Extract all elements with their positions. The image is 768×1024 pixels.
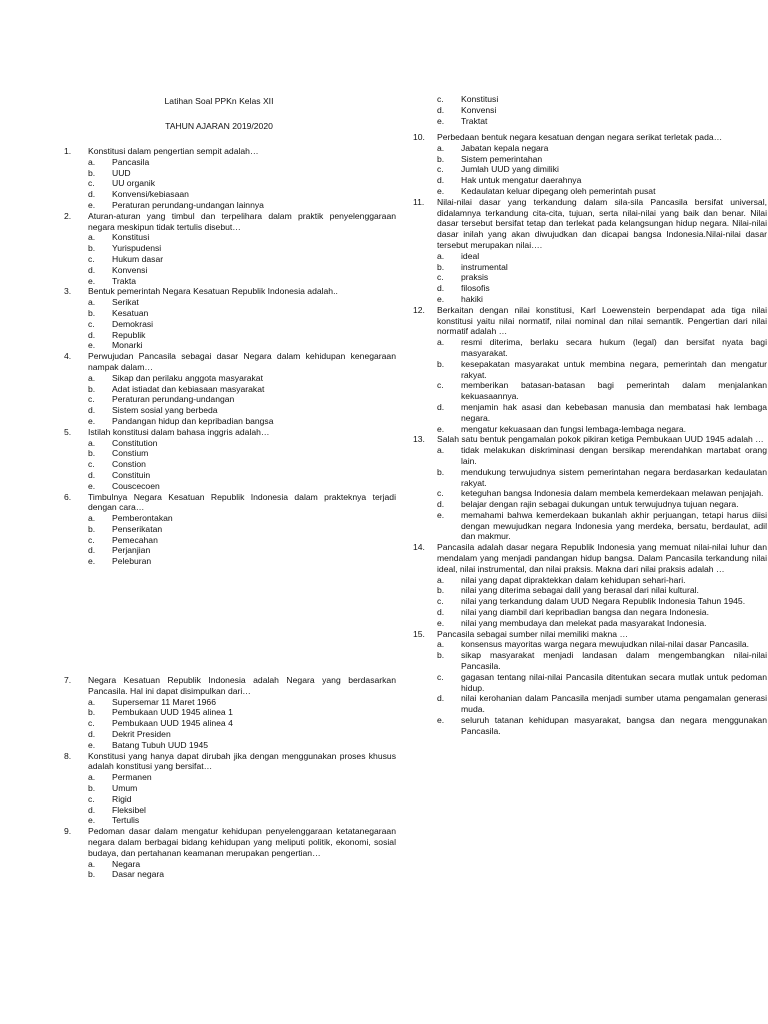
option-letter: c.: [88, 394, 95, 405]
question-row: [64, 675, 396, 697]
option-text: Hukum dasar: [112, 253, 164, 264]
option-text: Penserikatan: [112, 523, 163, 534]
answer-option: [88, 459, 396, 470]
answer-option: [88, 373, 396, 384]
question-item: [64, 211, 396, 287]
option-letter: c.: [88, 718, 95, 729]
option-text: Tertulis: [112, 815, 140, 826]
option-text: UUD: [112, 167, 131, 178]
option-text: Dekrit Presiden: [112, 728, 171, 739]
answer-option: [437, 672, 767, 694]
answer-option: [437, 116, 767, 127]
option-text: menjamin hak asasi dan kebebasan manusia dan membatasi hak lembaga negara.: [461, 401, 767, 423]
option-letter: e.: [437, 423, 445, 434]
question-row: [413, 629, 767, 640]
option-text: Sistem sosial yang berbeda: [112, 405, 218, 416]
question-text: Pancasila adalah dasar negara Republik Indonesia yang memuat nilai-nilai luhur dan mendalam yang menjadi pandangan hidup bangsa. Dalam Pancasila terkandung nilai ideal, nilai instrumental, dan nilai praksis. Makna dari nilai praksis adalah …: [437, 542, 767, 574]
option-letter: e.: [88, 340, 96, 351]
option-letter: b.: [437, 358, 445, 369]
option-text: gagasan tentang nilai-nilai Pancasila ditentukan secara mutlak untuk pedoman hidup.: [461, 671, 767, 693]
option-letter: d.: [437, 283, 445, 294]
option-text: UU organik: [112, 178, 155, 189]
option-text: mendukung terwujudnya sistem pemerintahan negara berdasarkan kedaulatan rakyat.: [461, 466, 767, 488]
option-letter: b.: [88, 383, 96, 394]
option-text: sikap masyarakat menjadi landasan dalam mengembangkan nilai-nilai Pancasila.: [461, 650, 767, 672]
answer-option: [437, 693, 767, 715]
answer-option: [88, 524, 396, 535]
option-letter: a.: [88, 858, 96, 869]
option-letter: d.: [88, 728, 96, 739]
option-letter: a.: [437, 142, 445, 153]
answer-option: [437, 272, 767, 283]
option-text: Peraturan perundang-undangan lainnya: [112, 199, 264, 210]
option-letter: b.: [88, 707, 96, 718]
question-number: 11.: [413, 196, 425, 207]
question-number: 13.: [413, 434, 425, 445]
question-row: [64, 211, 396, 233]
question-list: [413, 132, 767, 737]
option-letter: e.: [88, 480, 96, 491]
question-row: [64, 351, 396, 373]
option-letter: b.: [88, 523, 96, 534]
option-letter: b.: [88, 243, 96, 254]
option-text: nilai yang diterima sebagai dalil yang berasal dari nilai kultural.: [461, 585, 699, 596]
option-text: Kesatuan: [112, 307, 149, 318]
option-letter: a.: [437, 337, 445, 348]
answer-option: [88, 869, 396, 880]
answer-option: [88, 297, 396, 308]
option-letter: e.: [88, 739, 96, 750]
option-letter: a.: [88, 696, 96, 707]
answer-option: [437, 105, 767, 116]
question-item: [64, 675, 396, 751]
answer-option: [437, 715, 767, 737]
answer-option: [88, 448, 396, 459]
option-letter: d.: [88, 804, 96, 815]
question-number: 5.: [64, 426, 72, 437]
answer-option: [88, 535, 396, 546]
option-text: Dasar negara: [112, 869, 165, 880]
answer-option: [437, 596, 767, 607]
question-item: [413, 542, 767, 628]
answer-option: [88, 265, 396, 276]
question-item: [64, 146, 396, 211]
question-item: [64, 751, 396, 827]
option-text: hakiki: [461, 293, 483, 304]
answer-option: [437, 143, 767, 154]
option-text: Pemecahan: [112, 534, 158, 545]
question-row: [64, 146, 396, 157]
question-number: 8.: [64, 750, 72, 761]
option-letter: d.: [437, 693, 445, 704]
question-text: Pancasila sebagai sumber nilai memiliki makna …: [437, 628, 629, 639]
answer-option: [88, 178, 396, 189]
question-text: Negara Kesatuan Republik Indonesia adalah Negara yang berdasarkan Pancasila. Hal ini dapat disimpulkan dari…: [88, 675, 396, 696]
answer-option: [437, 380, 767, 402]
option-letter: d.: [437, 175, 445, 186]
option-letter: c.: [88, 253, 95, 264]
option-letter: a.: [88, 772, 96, 783]
answer-option: [437, 154, 767, 165]
option-text: keteguhan bangsa Indonesia dalam membela kemerdekaan melawan penjajah.: [461, 488, 764, 499]
option-text: Fleksibel: [112, 804, 146, 815]
option-text: Trakta: [112, 275, 137, 286]
option-letter: c.: [437, 94, 444, 104]
answer-option: [88, 470, 396, 481]
question-item: [413, 197, 767, 305]
option-letter: b.: [88, 307, 96, 318]
option-text: Supersemar 11 Maret 1966: [112, 696, 216, 707]
option-text: Hak untuk mengatur daerahnya: [461, 175, 582, 186]
question-number: 10.: [413, 132, 425, 142]
option-text: Constion: [112, 459, 146, 470]
answer-option: [88, 416, 396, 427]
option-letter: c.: [88, 534, 95, 545]
answer-option: [437, 402, 767, 424]
option-text: Traktat: [461, 115, 488, 126]
question-row: [64, 492, 396, 514]
question-item: [413, 434, 767, 542]
option-text: nilai yang terkandung dalam UUD Negara Republik Indonesia Tahun 1945.: [461, 596, 746, 607]
option-letter: a.: [437, 445, 445, 456]
option-letter: b.: [437, 153, 445, 164]
option-text: Pembukaan UUD 1945 alinea 1: [112, 707, 233, 718]
option-letter: c.: [437, 380, 444, 391]
answer-option: [88, 859, 396, 870]
answer-option: [437, 175, 767, 186]
option-text: Pembukaan UUD 1945 alinea 4: [112, 718, 233, 729]
answer-option: [88, 556, 396, 567]
option-text: Sistem pemerintahan: [461, 153, 543, 164]
question-item: [64, 351, 396, 427]
answer-option: [437, 94, 767, 105]
question-number: 4.: [64, 351, 72, 362]
answer-option: [88, 319, 396, 330]
question-row: [64, 286, 396, 297]
answer-option: [88, 815, 396, 826]
option-letter: b.: [88, 782, 96, 793]
answer-option: [88, 157, 396, 168]
question-number: 6.: [64, 491, 72, 502]
question-item: [413, 629, 767, 737]
option-text: Yurispudensi: [112, 243, 162, 254]
question-list: [64, 675, 396, 880]
option-text: Peleburan: [112, 556, 152, 567]
answer-option: [437, 650, 767, 672]
answer-option: [88, 697, 396, 708]
option-text: resmi diterima, berlaku secara hukum (legal) dan bersifat nyata bagi masyarakat.: [461, 337, 767, 358]
answer-option: [88, 783, 396, 794]
question-text: Konstitusi dalam pengertian sempit adalah…: [88, 146, 259, 156]
option-letter: a.: [88, 156, 96, 167]
answer-option: [88, 384, 396, 395]
option-letter: b.: [88, 448, 96, 459]
academic-year: TAHUN AJARAN 2019/2020: [165, 121, 273, 131]
answer-option: [88, 254, 396, 265]
answer-option: [437, 607, 767, 618]
question-text: Aturan-aturan yang timbul dan terpelihara dalam praktik penyelenggaraan negara meskipun tidak tertulis disebut…: [88, 210, 396, 232]
option-letter: a.: [437, 574, 445, 585]
question-row: [64, 427, 396, 438]
document-title: Latihan Soal PPKn Kelas XII: [164, 96, 274, 106]
option-text: Jumlah UUD yang dimiliki: [461, 164, 559, 175]
option-letter: b.: [88, 167, 96, 178]
option-letter: d.: [88, 189, 96, 200]
option-text: belajar dengan rajin sebagai dukungan untuk terwujudnya tujuan negara.: [461, 499, 739, 510]
question-text: Konstitusi yang hanya dapat dirubah jika dengan menggunakan proses khusus adalah konstitusi yang bersifat…: [88, 750, 396, 772]
answer-option: [88, 232, 396, 243]
option-letter: a.: [437, 639, 445, 650]
option-letter: b.: [437, 466, 445, 477]
question-text: Salah satu bentuk pengamalan pokok pikiran ketiga Pembukaan UUD 1945 adalah …: [437, 434, 764, 445]
option-text: Demokrasi: [112, 318, 154, 329]
option-text: Konstitusi: [461, 94, 499, 104]
answer-option: [88, 513, 396, 524]
option-text: tidak melakukan diskriminasi dengan bersikap merendahkan martabat orang lain.: [461, 445, 767, 466]
answer-option: [88, 545, 396, 556]
option-letter: a.: [88, 297, 96, 308]
option-letter: e.: [88, 556, 96, 567]
answer-option: [437, 251, 767, 262]
option-text: Adat istiadat dan kebiasaan masyarakat: [112, 383, 265, 394]
option-text: seluruh tatanan kehidupan masyarakat, bangsa dan negara menggunakan Pancasila.: [461, 715, 767, 736]
question-row: [413, 542, 767, 574]
answer-option: [88, 805, 396, 816]
option-letter: c.: [437, 164, 444, 175]
answer-option: [88, 740, 396, 751]
question-row: [64, 826, 396, 858]
option-letter: c.: [437, 272, 444, 283]
option-letter: d.: [88, 264, 96, 275]
answer-option: [88, 438, 396, 449]
option-letter: b.: [437, 585, 445, 596]
option-text: memberikan batasan-batasan bagi pemerintah dalam menjalankan kekuasaannya.: [461, 380, 767, 402]
option-text: memahami bahwa kemerdekaan bukanlah akhir perjuangan, tetapi harus diisi dengan mewujudkan negara Indonesia yang merdeka, bersatu, berdaulat, adil dan makmur.: [461, 509, 767, 542]
question-number: 3.: [64, 286, 72, 297]
option-letter: c.: [88, 459, 95, 470]
option-text: instrumental: [461, 261, 508, 272]
option-text: Batang Tubuh UUD 1945: [112, 739, 209, 750]
option-text: Konvensi/kebiasaan: [112, 189, 189, 200]
answer-option: [437, 359, 767, 381]
question-number: 9.: [64, 826, 72, 837]
answer-option: [88, 394, 396, 405]
option-text: Umum: [112, 782, 138, 793]
question-list: [64, 146, 396, 567]
option-letter: e.: [88, 815, 96, 826]
question-item: [413, 132, 767, 197]
question-item: [64, 286, 396, 351]
answer-option: [437, 337, 767, 359]
option-letter: c.: [437, 488, 444, 499]
answer-option: [437, 575, 767, 586]
option-letter: e.: [437, 617, 445, 628]
option-letter: c.: [437, 596, 444, 607]
option-text: Pandangan hidup dan kepribadian bangsa: [112, 415, 274, 426]
option-text: Konvensi: [461, 104, 497, 115]
option-letter: d.: [437, 401, 445, 412]
option-text: kesepakatan masyarakat untuk membina negara, pemerintah dan mengatur rakyat.: [461, 358, 767, 380]
question-row: [64, 751, 396, 773]
option-letter: b.: [437, 261, 445, 272]
option-text: Monarki: [112, 340, 143, 351]
option-text: Couscecoen: [112, 480, 160, 491]
option-letter: d.: [88, 329, 96, 340]
option-text: Permanen: [112, 772, 152, 783]
answer-option: [437, 186, 767, 197]
option-letter: d.: [88, 469, 96, 480]
option-letter: d.: [88, 545, 96, 556]
answer-option: [437, 445, 767, 467]
answer-option: [437, 283, 767, 294]
option-text: Pancasila: [112, 156, 150, 167]
option-text: Konvensi: [112, 264, 148, 275]
answer-option: [88, 707, 396, 718]
option-text: Konstitusi: [112, 232, 150, 243]
answer-option: [437, 499, 767, 510]
option-letter: d.: [88, 405, 96, 416]
option-text: Peraturan perundang-undangan: [112, 394, 235, 405]
option-letter: e.: [437, 509, 445, 520]
option-text: Sikap dan perilaku anggota masyarakat: [112, 372, 263, 383]
question-number: 15.: [413, 628, 425, 639]
option-letter: b.: [88, 869, 96, 880]
question-row: [413, 434, 767, 445]
option-text: nilai yang dapat dipraktekkan dalam kehidupan sehari-hari.: [461, 574, 686, 585]
option-letter: e.: [88, 199, 96, 210]
option-letter: e.: [437, 185, 445, 196]
question-number: 1.: [64, 146, 72, 156]
option-text: praksis: [461, 272, 489, 283]
option-letter: e.: [437, 715, 445, 726]
question-item: [64, 427, 396, 492]
question-text: Timbulnya Negara Kesatuan Republik Indonesia dalam prakteknya terjadi dengan cara…: [88, 491, 396, 513]
question-text: Bentuk pemerintah Negara Kesatuan Republik Indonesia adalah..: [88, 286, 338, 297]
answer-option: [437, 424, 767, 435]
answer-option: [88, 718, 396, 729]
option-text: Serikat: [112, 297, 139, 308]
answer-option: [88, 794, 396, 805]
answer-option: [437, 618, 767, 629]
option-letter: e.: [437, 293, 445, 304]
option-text: konsensus mayoritas warga negara mewujudkan nilai-nilai dasar Pancasila.: [461, 639, 750, 650]
question-item: [64, 826, 396, 880]
answer-option: [88, 243, 396, 254]
question-row: [413, 197, 767, 251]
option-letter: c.: [88, 178, 95, 189]
option-text: nilai yang diambil dari kepribadian bangsa dan negara Indonesia.: [461, 607, 709, 618]
option-text: Constituin: [112, 469, 151, 480]
answer-option: [88, 772, 396, 783]
option-text: Constitution: [112, 437, 158, 448]
option-text: Constium: [112, 448, 149, 459]
option-letter: a.: [88, 513, 96, 524]
question-text: Nilai-nilai dasar yang terkandung dalam sila-sila Pancasila bersifat universal, didalamnya terkandung cita-cita, tujuan, serta nilai-nilai yang baik dan benar. Nilai dasar tersebut bersifat tetap dan terlekat pada kelangsungan hidup negara. Nilai-nilai dasar inilah yang akan diwujudkan dan dicapai bangsa Indonesia.Nilai-nilai dasar tersebut merupakan nilai….: [437, 196, 767, 250]
option-text: nilai yang membudaya dan melekat pada masyarakat Indonesia.: [461, 617, 707, 628]
answer-option: [88, 330, 396, 341]
option-letter: c.: [437, 671, 444, 682]
question-text: Perwujudan Pancasila sebagai dasar Negara dalam kehidupan kenegaraan nampak dalam…: [88, 351, 396, 372]
answer-option: [88, 481, 396, 492]
question-text: Pedoman dasar dalam mengatur kehidupan penyelenggaraan ketatanegaraan negara dalam berbagai bidang kehidupan yang meliputi politik, ekonomi, sosial budaya, dan pertahanan keamanan merupakan pengertian…: [88, 826, 396, 858]
option-text: Jabatan kepala negara: [461, 142, 549, 153]
answer-option: [437, 164, 767, 175]
answer-option: [88, 405, 396, 416]
answer-option: [437, 510, 767, 542]
option-text: filosofis: [461, 283, 490, 294]
answer-option: [88, 168, 396, 179]
answer-option: [437, 294, 767, 305]
question-item: [413, 305, 767, 435]
option-letter: e.: [88, 275, 96, 286]
question-number: 14.: [413, 542, 425, 553]
option-letter: a.: [88, 372, 96, 383]
option-text: nilai kerohanian dalam Pancasila menjadi sumber utama pengamalan generasi muda.: [461, 693, 767, 715]
option-text: mengatur kekuasaan dan fungsi lembaga-lembaga negara.: [461, 423, 687, 434]
question-text: Istilah konstitusi dalam bahasa inggris adalah…: [88, 426, 270, 437]
question-row: [413, 132, 767, 143]
answer-option: [437, 262, 767, 273]
option-text: Republik: [112, 329, 146, 340]
question-number: 7.: [64, 675, 72, 685]
option-letter: c.: [88, 318, 95, 329]
option-letter: a.: [88, 437, 96, 448]
question-number: 12.: [413, 304, 425, 315]
option-letter: e.: [88, 415, 96, 426]
option-text: Pemberontakan: [112, 513, 173, 524]
option-letter: d.: [437, 607, 445, 618]
option-letter: a.: [437, 250, 445, 261]
question-text: Perbedaan bentuk negara kesatuan dengan negara serikat terletak pada…: [437, 132, 723, 142]
option-text: Negara: [112, 858, 141, 869]
option-letter: e.: [437, 115, 445, 126]
answer-option: [88, 340, 396, 351]
question-row: [413, 305, 767, 337]
continued-options: [413, 94, 767, 126]
question-text: Berkaitan dengan nilai konstitusi, Karl Loewenstein berpendapat ada tiga nilai konstitusi yaitu nilai normatif, nilai nominal dan nilai semantik. Pengertian dari nilai normatif adalah …: [437, 304, 767, 337]
option-text: ideal: [461, 250, 480, 261]
question-item: [64, 492, 396, 568]
option-letter: d.: [437, 499, 445, 510]
answer-option: [437, 488, 767, 499]
option-text: Kedaulatan keluar dipegang oleh pemerintah pusat: [461, 185, 656, 196]
question-number: 2.: [64, 210, 72, 221]
answer-option: [437, 639, 767, 650]
answer-option: [88, 200, 396, 211]
option-letter: a.: [88, 232, 96, 243]
answer-option: [437, 467, 767, 489]
answer-option: [88, 308, 396, 319]
option-text: Rigid: [112, 793, 132, 804]
option-letter: c.: [88, 793, 95, 804]
answer-option: [437, 585, 767, 596]
answer-option: [88, 729, 396, 740]
answer-option: [88, 276, 396, 287]
answer-option: [88, 189, 396, 200]
option-letter: d.: [437, 104, 445, 115]
option-text: Perjanjian: [112, 545, 151, 556]
option-letter: b.: [437, 650, 445, 661]
